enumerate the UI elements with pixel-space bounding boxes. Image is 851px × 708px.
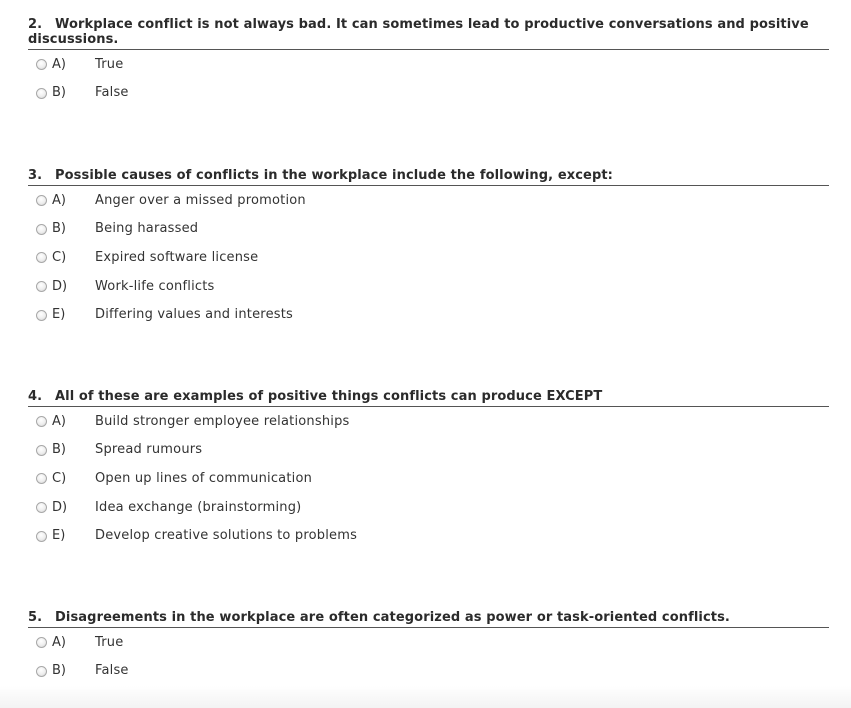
option-label: Idea exchange (brainstorming) [95, 499, 302, 515]
option-b[interactable] [28, 79, 829, 108]
option-e[interactable] [28, 300, 829, 329]
option-b[interactable] [28, 657, 829, 686]
question-text: Workplace conflict is not always bad. It can sometimes lead to productive conversations and positive discussions. [28, 17, 809, 47]
option-label: Build stronger employee relationships [95, 413, 350, 429]
radio-button[interactable] [36, 281, 47, 292]
page-bottom-fade [0, 686, 851, 708]
option-d[interactable] [28, 493, 829, 522]
question-title [28, 168, 829, 186]
option-letter: C) [52, 470, 67, 486]
option-letter: A) [52, 413, 66, 429]
option-label: Differing values and interests [95, 307, 294, 323]
option-letter: B) [52, 221, 66, 237]
option-e[interactable] [28, 521, 829, 550]
option-label: True [95, 56, 124, 72]
question-title [28, 389, 829, 407]
option-a[interactable] [28, 628, 829, 657]
option-a[interactable] [28, 50, 829, 79]
radio-button[interactable] [36, 88, 47, 99]
option-d[interactable] [28, 272, 829, 301]
option-b[interactable] [28, 436, 829, 465]
radio-button[interactable] [36, 224, 47, 235]
option-letter: B) [52, 85, 66, 101]
radio-button[interactable] [36, 59, 47, 70]
option-letter: B) [52, 442, 66, 458]
question-text: All of these are examples of positive things conflicts can produce EXCEPT [55, 389, 603, 404]
option-letter: C) [52, 249, 67, 265]
answer-options [28, 186, 829, 329]
option-label: Open up lines of communication [95, 470, 313, 486]
question-3 [28, 168, 829, 329]
answer-options [28, 407, 829, 550]
answer-options [28, 628, 829, 685]
option-letter: E) [52, 307, 66, 323]
option-label: False [95, 663, 129, 679]
option-letter: A) [52, 634, 66, 650]
radio-button[interactable] [36, 502, 47, 513]
radio-button[interactable] [36, 445, 47, 456]
option-a[interactable] [28, 407, 829, 436]
radio-button[interactable] [36, 310, 47, 321]
question-number: 4. [28, 389, 43, 404]
radio-button[interactable] [36, 416, 47, 427]
option-letter: E) [52, 528, 66, 544]
question-title [28, 610, 829, 628]
radio-button[interactable] [36, 666, 47, 677]
option-label: Spread rumours [95, 442, 203, 458]
question-title [28, 17, 829, 50]
option-c[interactable] [28, 464, 829, 493]
option-letter: D) [52, 278, 68, 294]
option-label: Work-life conflicts [95, 278, 215, 294]
option-b[interactable] [28, 215, 829, 244]
answer-options [28, 50, 829, 107]
option-label: Expired software license [95, 249, 259, 265]
option-label: Develop creative solutions to problems [95, 528, 358, 544]
option-label: Anger over a missed promotion [95, 192, 306, 208]
radio-button[interactable] [36, 195, 47, 206]
radio-button[interactable] [36, 473, 47, 484]
question-text: Disagreements in the workplace are often categorized as power or task-oriented conflicts. [55, 610, 730, 625]
option-label: False [95, 85, 129, 101]
question-number: 3. [28, 168, 43, 183]
question-2 [28, 17, 829, 107]
question-text: Possible causes of conflicts in the workplace include the following, except: [55, 168, 613, 183]
option-c[interactable] [28, 243, 829, 272]
radio-button[interactable] [36, 531, 47, 542]
radio-button[interactable] [36, 252, 47, 263]
question-number: 5. [28, 610, 43, 625]
question-4 [28, 389, 829, 550]
question-5 [28, 610, 829, 685]
option-letter: A) [52, 56, 66, 72]
option-letter: B) [52, 663, 66, 679]
option-letter: A) [52, 192, 66, 208]
option-label: Being harassed [95, 221, 199, 237]
question-number: 2. [28, 17, 43, 32]
radio-button[interactable] [36, 637, 47, 648]
option-label: True [95, 634, 124, 650]
option-letter: D) [52, 499, 68, 515]
option-a[interactable] [28, 186, 829, 215]
